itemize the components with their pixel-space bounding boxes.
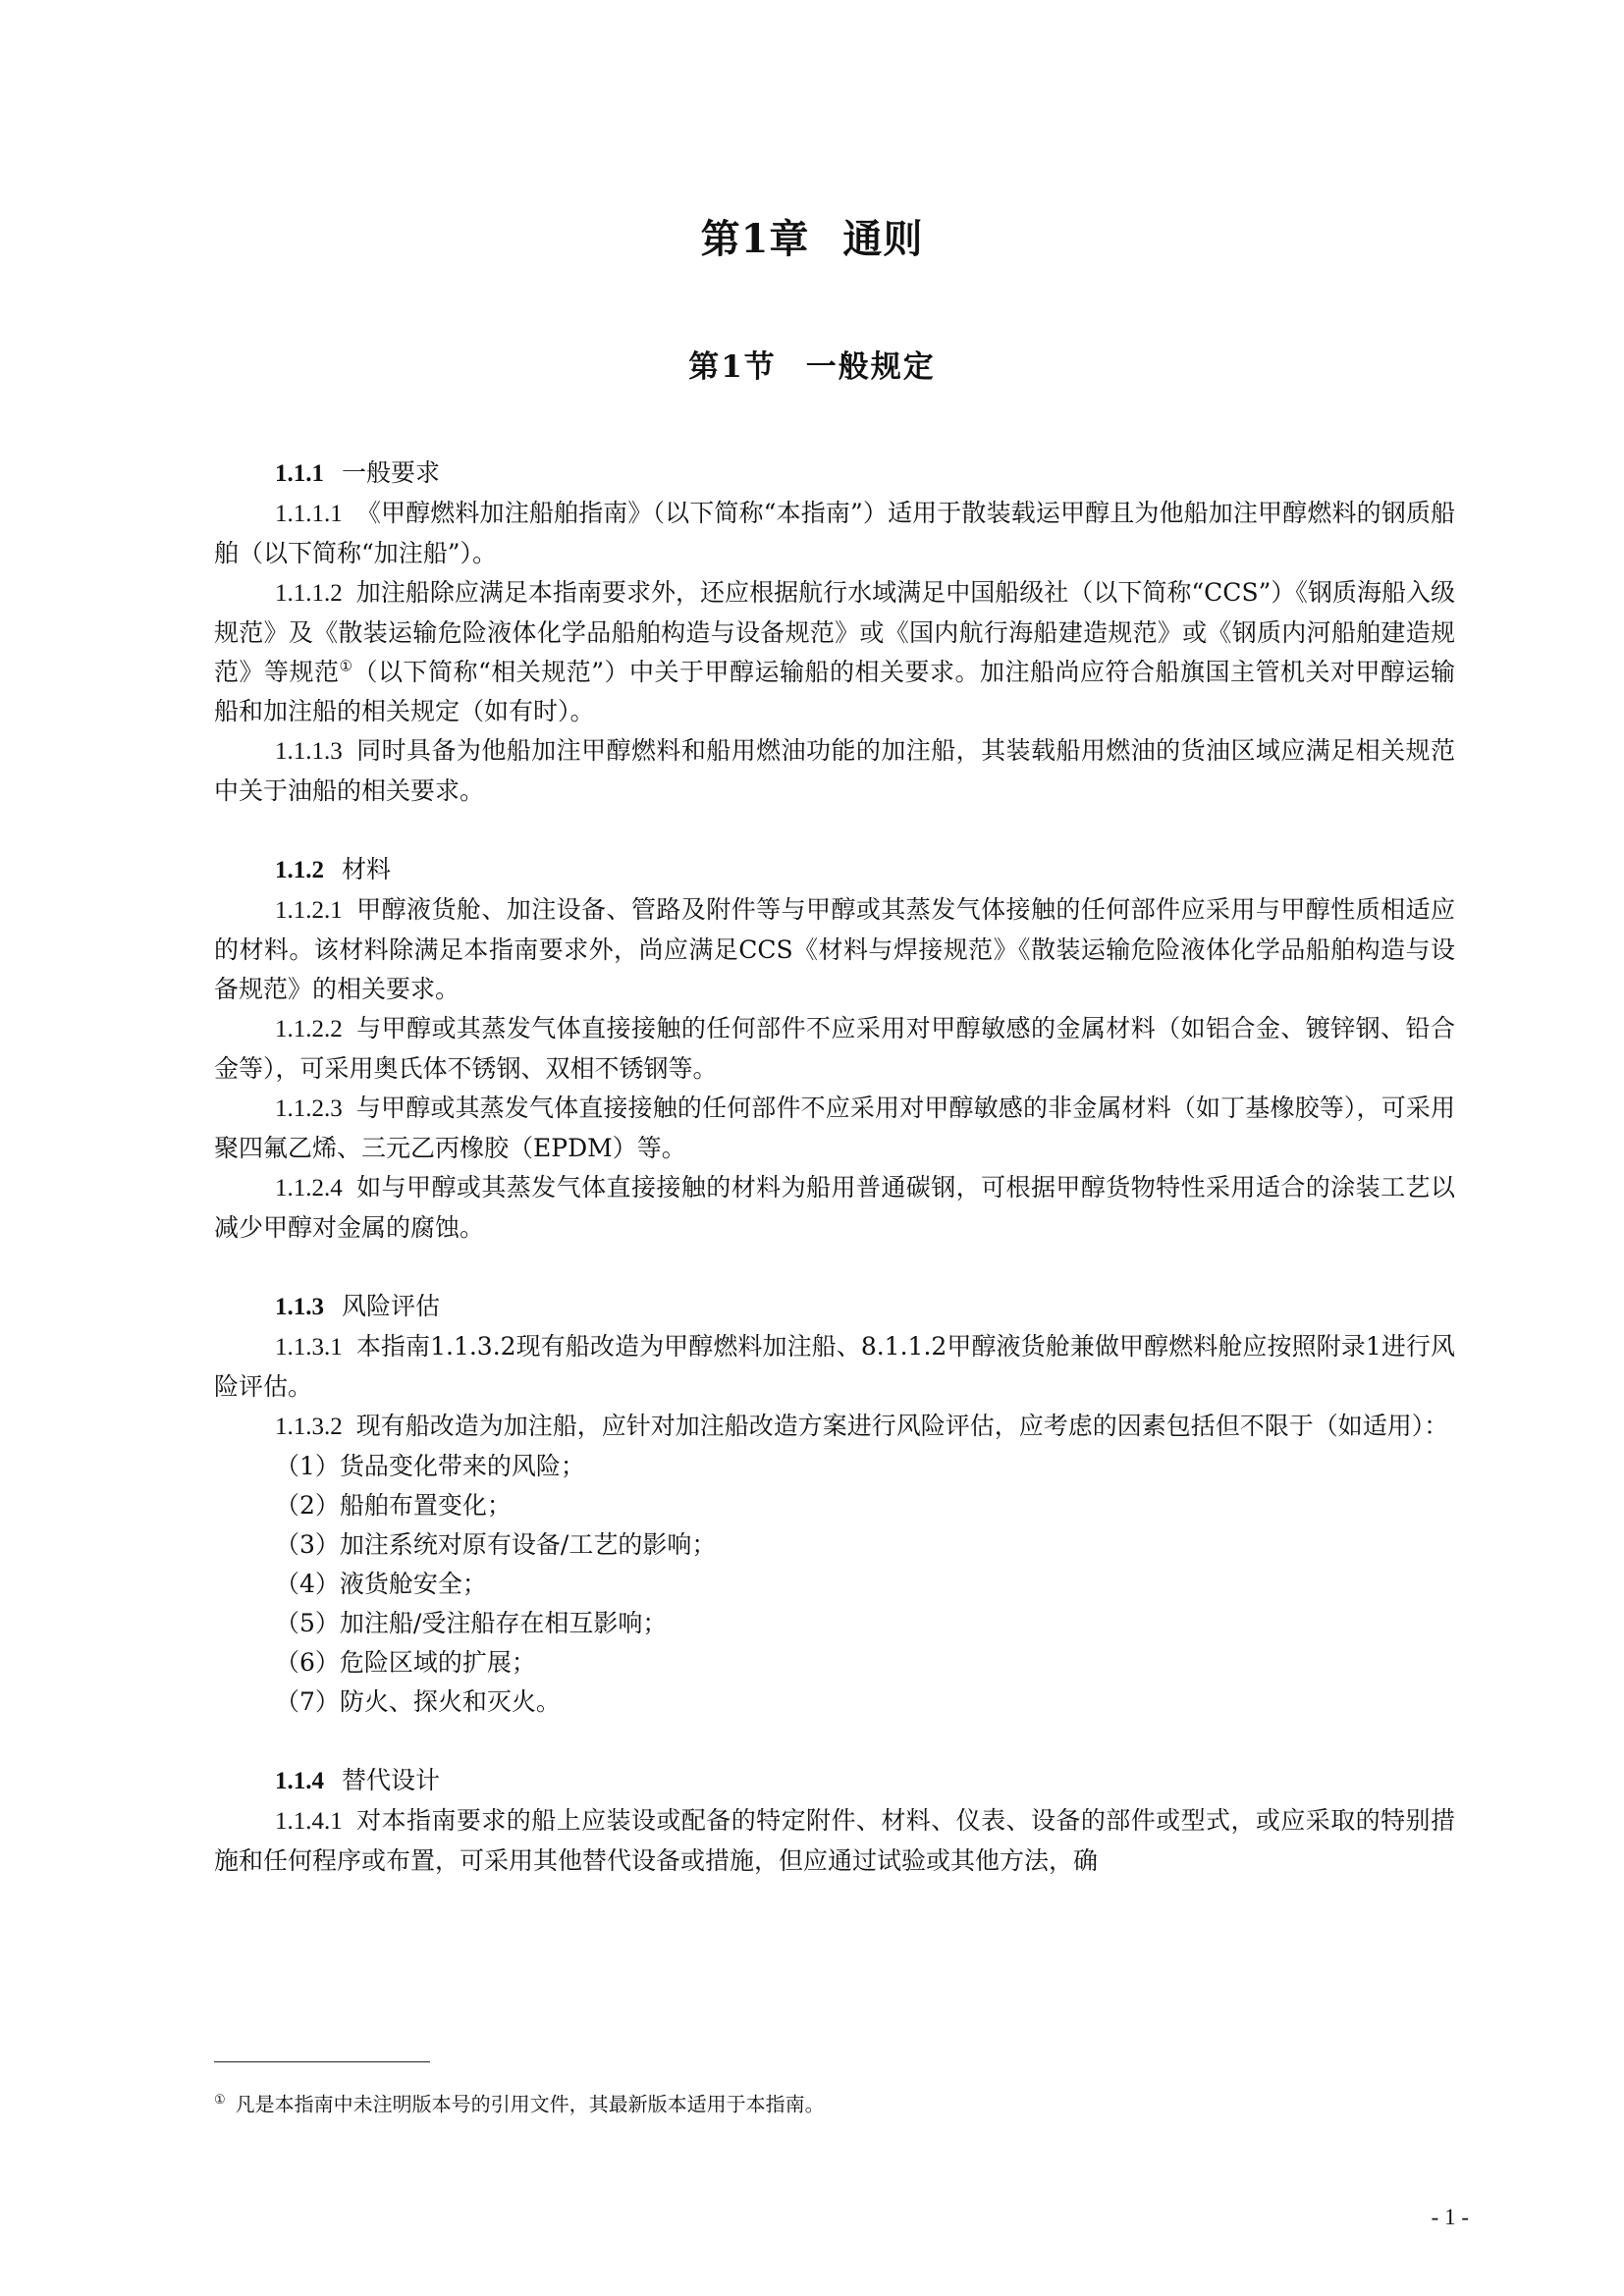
section-number: 第1节 [688, 349, 777, 385]
clause-1-1-2-4: 1.1.2.4 如与甲醇或其蒸发气体直接接触的材料为船用普通碳钢，可根据甲醇货物特性采用适合的涂装工艺以减少甲醇对金属的腐蚀。 [214, 1173, 1455, 1242]
subsection-heading: 1.1.2 材料 [275, 855, 392, 883]
footnote [214, 2087, 825, 2118]
footnote-divider [214, 2061, 430, 2062]
clause-1-1-2-2: 1.1.2.2 与甲醇或其蒸发气体直接接触的任何部件不应采用对甲醇敏感的金属材料（如铝合金、镀锌钢、铅合金等），可采用奥氏体不锈钢、双相不锈钢等。 [214, 1014, 1455, 1083]
list-item: （2）船舶布置变化； [275, 1491, 512, 1520]
section-1-1-4 [214, 1761, 1455, 1881]
section-name: 一般规定 [805, 349, 936, 385]
section-1-1-3 [214, 1287, 1455, 1722]
chapter-number: 第1章 [700, 216, 810, 262]
clause-1-1-1-2: 1.1.1.2 加注船除应满足本指南要求外，还应根据航行水域满足中国船级社（以下简称“CCS”）《钢质海船入级规范》及《散装运输危险液体化学品船舶构造与设备规范》或《国内航行海船建造规范》或《钢质内河船舶建造规范》等规范①（以下简称“相关规范”）中关于甲醇运输船的相关要求。加注船尚应符合船旗国主管机关对甲醇运输船和加注船的相关规定（如有时）。 [214, 578, 1455, 725]
subsection-heading: 1.1.4 替代设计 [275, 1766, 441, 1794]
chapter-title [0, 208, 1624, 264]
footnote-text: 凡是本指南中未注明版本号的引用文件，其最新版本适用于本指南。 [235, 2092, 825, 2116]
section-title [0, 342, 1624, 386]
list-item: （4）液货舱安全； [275, 1570, 487, 1598]
clause-1-1-4-1: 1.1.4.1 对本指南要求的船上应装设或配备的特定附件、材料、仪表、设备的部件或型式，或应采取的特别措施和任何程序或布置，可采用其他替代设备或措施，但应通过试验或其他方法，确 [214, 1806, 1455, 1875]
section-1-1-1 [214, 454, 1455, 811]
document-body [214, 454, 1455, 1881]
list-item: （3）加注系统对原有设备/工艺的影响； [275, 1530, 717, 1559]
list-item: （7）防火、探火和灭火。 [275, 1687, 561, 1716]
page-number: - 1 - [1431, 2205, 1469, 2229]
clause-1-1-1-1: 1.1.1.1 《甲醇燃料加注船舶指南》（以下简称“本指南”）适用于散装载运甲醇且为他船加注甲醇燃料的钢质船舶（以下简称“加注船”）。 [214, 499, 1455, 567]
footnote-reference[interactable]: ① [339, 657, 353, 675]
subsection-heading: 1.1.3 风险评估 [275, 1292, 441, 1320]
section-1-1-2 [214, 850, 1455, 1248]
clause-1-1-2-1: 1.1.2.1 甲醇液货舱、加注设备、管路及附件等与甲醇或其蒸发气体接触的任何部件应采用与甲醇性质相适应的材料。该材料除满足本指南要求外，尚应满足CCS《材料与焊接规范》《散装运输危险液体化学品船舶构造与设备规范》的相关要求。 [214, 895, 1455, 1003]
subsection-heading: 1.1.1 一般要求 [275, 458, 441, 487]
footnote-mark: ① [214, 2093, 226, 2108]
clause-1-1-1-3: 1.1.1.3 同时具备为他船加注甲醇燃料和船用燃油功能的加注船，其装载船用燃油的货油区域应满足相关规范中关于油船的相关要求。 [214, 736, 1455, 805]
list-item: （6）危险区域的扩展； [275, 1648, 536, 1677]
clause-1-1-3-1: 1.1.3.1 本指南1.1.3.2现有船改造为甲醇燃料加注船、8.1.1.2甲醇液货舱兼做甲醇燃料舱应按照附录1进行风险评估。 [214, 1332, 1455, 1401]
list-item: （1）货品变化带来的风险； [275, 1452, 585, 1480]
chapter-name: 通则 [842, 216, 924, 262]
clause-1-1-2-3: 1.1.2.3 与甲醇或其蒸发气体直接接触的任何部件不应采用对甲醇敏感的非金属材料（如丁基橡胶等），可采用聚四氟乙烯、三元乙丙橡胶（EPDM）等。 [214, 1094, 1455, 1162]
clause-1-1-3-2: 1.1.3.2 现有船改造为加注船，应针对加注船改造方案进行风险评估，应考虑的因素包括但不限于（如适用）： [275, 1412, 1449, 1440]
list-item: （5）加注船/受注船存在相互影响； [275, 1609, 668, 1637]
